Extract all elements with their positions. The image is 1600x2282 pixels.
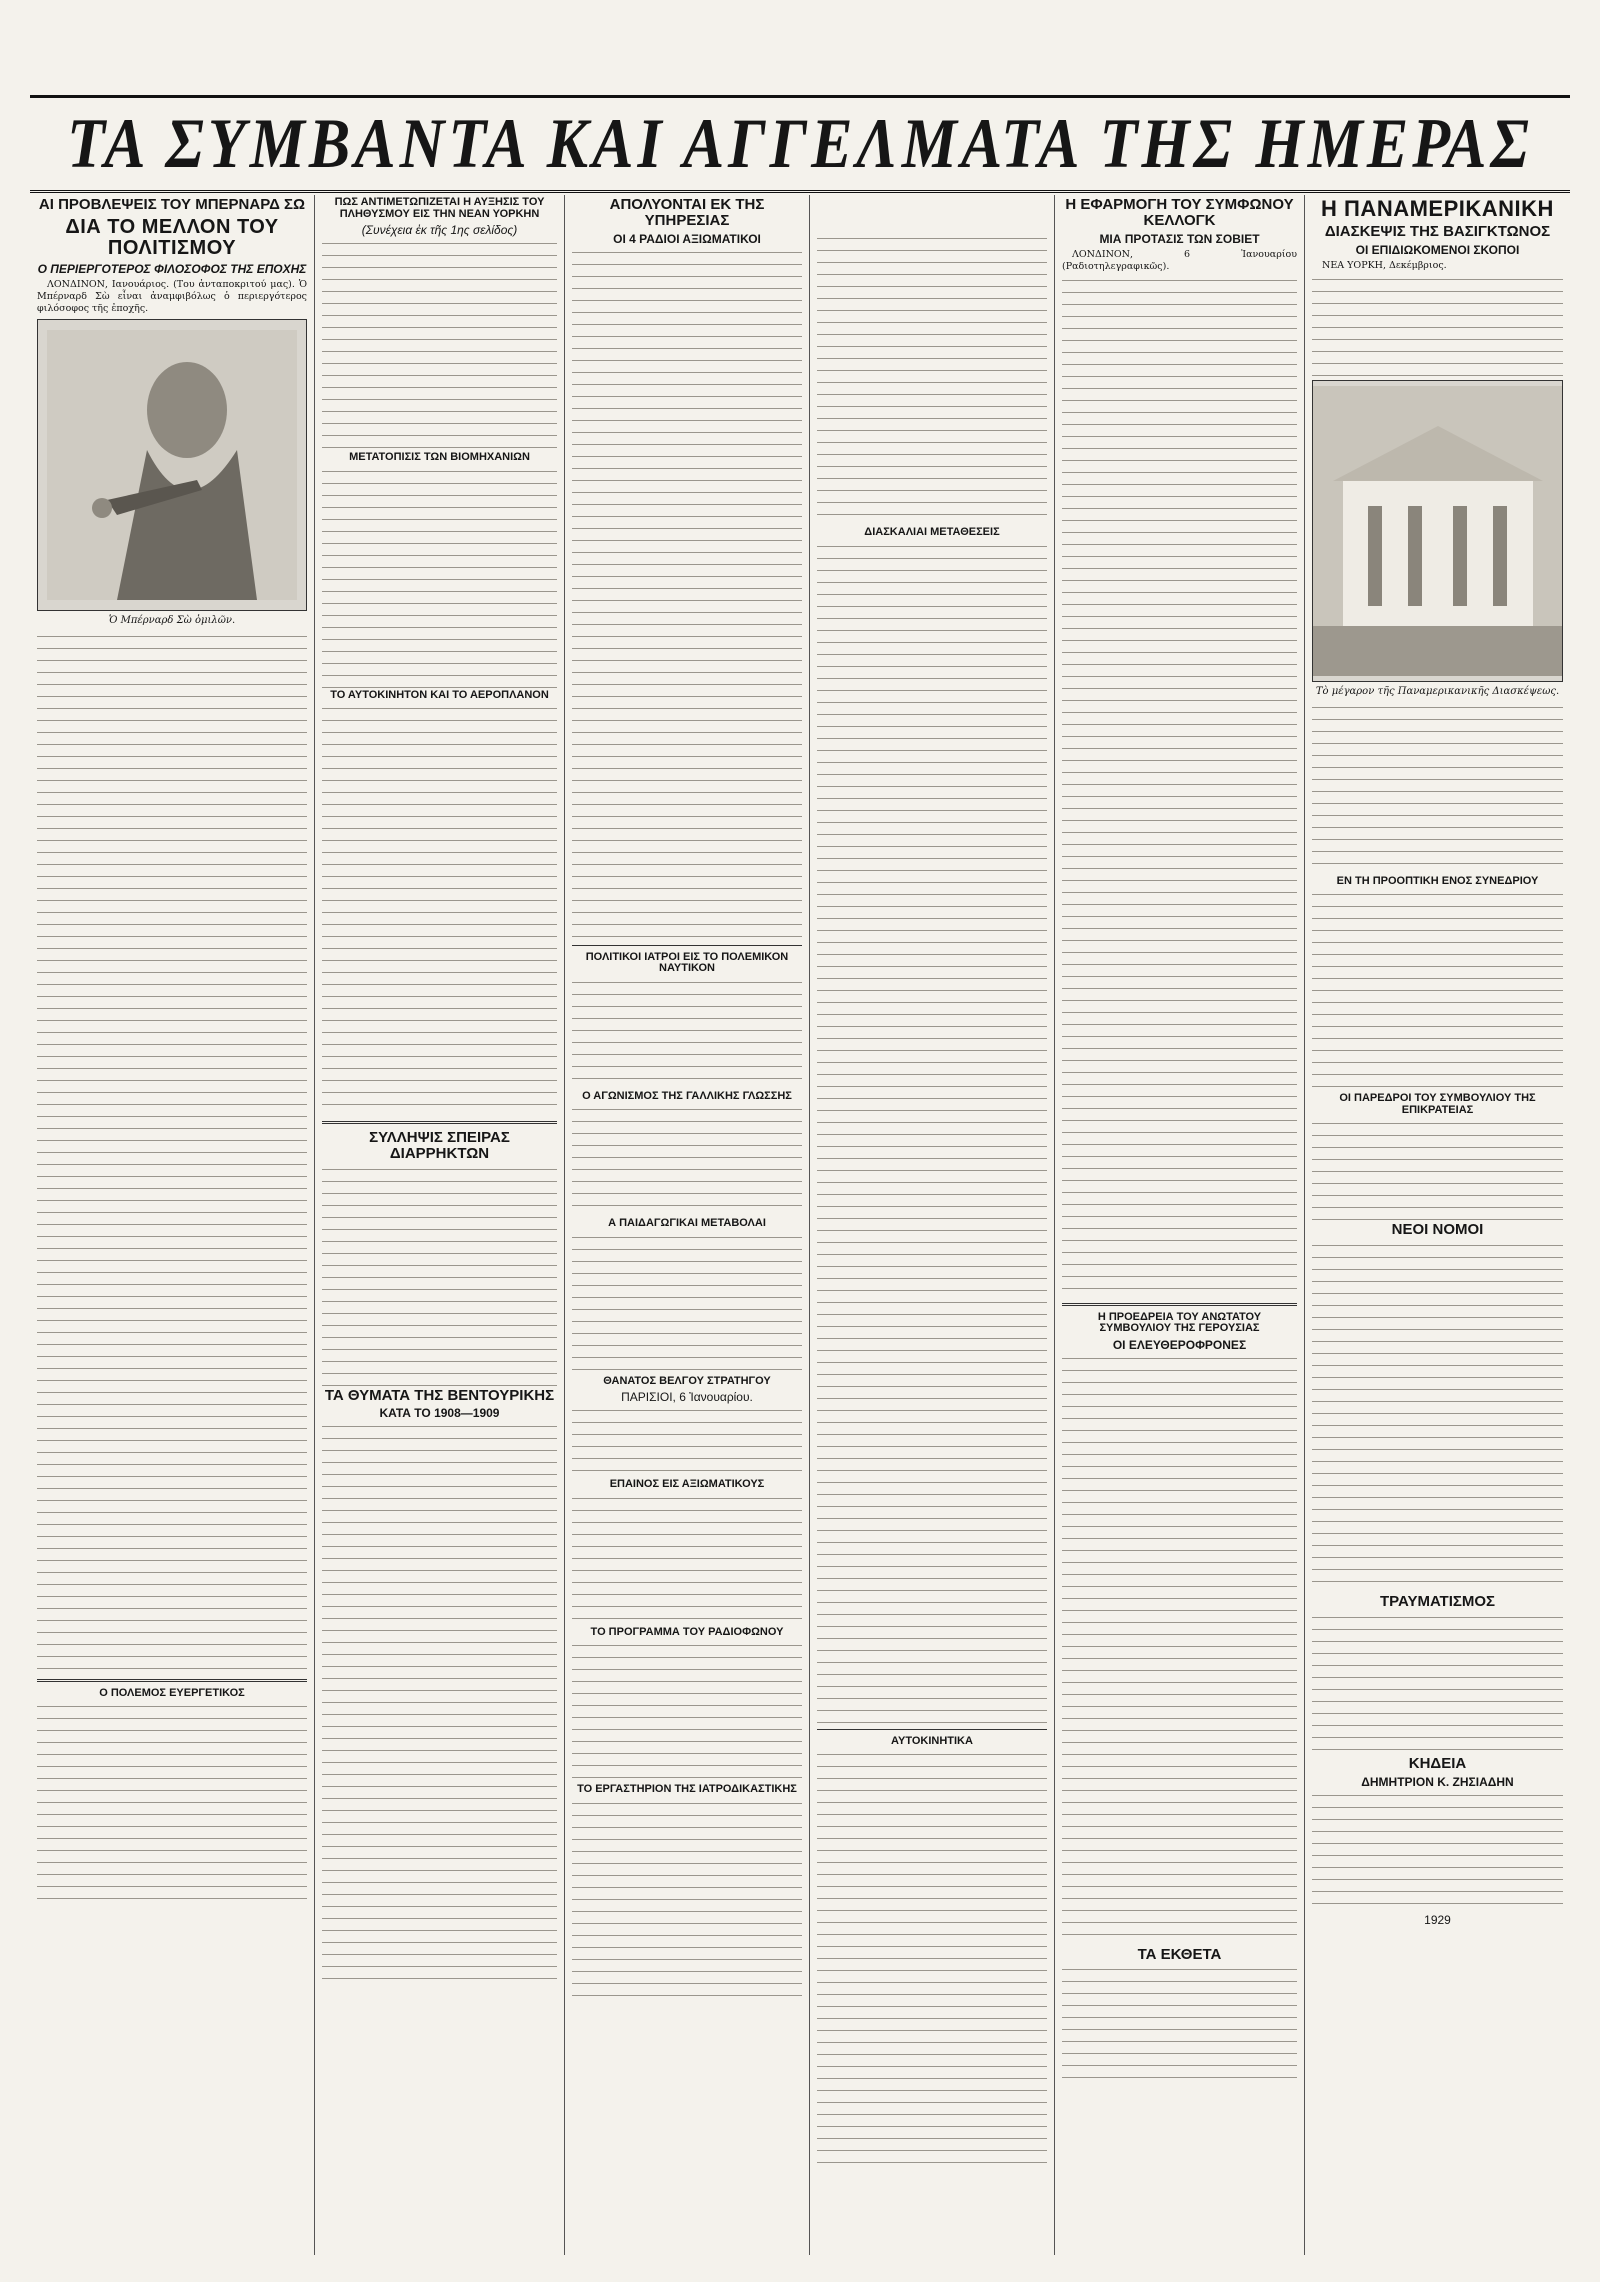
article-headline: Ο ΠΟΛΕΜΟΣ ΕΥΕΡΓΕΤΙΚΟΣ [99, 1686, 245, 1699]
article-body [322, 1423, 557, 1983]
article-headline: ΠΟΛΙΤΙΚΟΙ ΙΑΤΡΟΙ ΕΙΣ ΤΟ ΠΟΛΕΜΙΚΟΝ ΝΑΥΤΙΚΟΝ [585, 950, 789, 975]
article-body [322, 1166, 557, 1386]
article-headline: Η ΕΦΑΡΜΟΓΗ ΤΟΥ ΣΥΜΦΩΝΟΥ ΚΕΛΛΟΓΚ [1065, 196, 1294, 229]
article-headline: ΑΙ ΠΡΟΒΛΕΨΕΙΣ ΤΟΥ ΜΠΕΡΝΑΡΔ ΣΩ [38, 196, 306, 213]
masthead [30, 95, 1570, 193]
column-3 [565, 195, 810, 2255]
article-body [322, 468, 557, 688]
portrait-illustration [37, 319, 307, 611]
article-body [1062, 277, 1297, 1297]
article-headline: Η ΠΡΟΕΔΡΕΙΑ ΤΟΥ ΑΝΩΤΑΤΟΥ ΣΥΜΒΟΥΛΙΟΥ ΤΗΣ ΓΕΡΟΥΣΙΑΣ [1097, 1310, 1262, 1335]
article-body [572, 1407, 802, 1477]
article-headline: ΕΠΑΙΝΟΣ ΕΙΣ ΑΞΙΩΜΑΤΙΚΟΥΣ [609, 1478, 765, 1491]
article-body [322, 240, 557, 450]
article-headline: ΣΥΛΛΗΨΙΣ ΣΠΕΙΡΑΣ ΔΙΑΡΡΗΚΤΩΝ [369, 1129, 510, 1162]
article-subheadline: ΟΙ ΕΠΙΔΙΩΚΟΜΕΝΟΙ ΣΚΟΠΟΙ [1355, 242, 1520, 257]
article-body [37, 633, 307, 1673]
article-body [572, 1642, 802, 1782]
article-body [1062, 1966, 1297, 2086]
column-1 [30, 195, 315, 2255]
column-2 [315, 195, 565, 2255]
article-headline: ΑΥΤΟΚΙΝΗΤΙΚΑ [891, 1734, 973, 1747]
continuation-note: (Συνέχεια ἐκ τῆς 1ης σελίδος) [361, 223, 518, 238]
article-headline: ΝΕΟΙ ΝΟΜΟΙ [1391, 1221, 1484, 1239]
article-headline: ΤΟ ΑΥΤΟΚΙΝΗΤΟΝ ΚΑΙ ΤΟ ΑΕΡΟΠΛΑΝΟΝ [330, 688, 549, 701]
article-body [1312, 704, 1563, 874]
column-6 [1305, 195, 1570, 2255]
figure-caption: Ὁ Μπέρναρδ Σὼ ὁμιλῶν. [108, 614, 236, 626]
article-headline: Ο ΑΓΩΝΙΣΜΟΣ ΤΗΣ ΓΑΛΛΙΚΗΣ ΓΛΩΣΣΗΣ [582, 1089, 792, 1102]
article-body [1062, 1355, 1297, 1945]
article-headline: ΔΙΑ ΤΟ ΜΕΛΛΟΝ ΤΟΥ ΠΟΛΙΤΙΣΜΟΥ [65, 215, 279, 259]
article-subheadline: ΜΙΑ ΠΡΟΤΑΣΙΣ ΤΩΝ ΣΟΒΙΕΤ [1099, 231, 1260, 246]
article-headline: ΕΝ ΤΗ ΠΡΟΟΠΤΙΚΗ ΕΝΟΣ ΣΥΝΕΔΡΙΟΥ [1336, 874, 1539, 887]
article-headline: ΤΟ ΕΡΓΑΣΤΗΡΙΟΝ ΤΗΣ ΙΑΤΡΟΔΙΚΑΣΤΙΚΗΣ [577, 1783, 797, 1796]
article-body [1312, 276, 1563, 376]
article-headline: ΤΡΑΥΜΑΤΙΣΜΟΣ [1379, 1593, 1496, 1611]
article-body [572, 1495, 802, 1625]
article-body [572, 1106, 802, 1216]
figure-caption: Τὸ μέγαρον τῆς Παναμερικανικῆς Διασκέψεως. [1315, 685, 1560, 697]
article-body [572, 979, 802, 1089]
article-body [572, 249, 802, 939]
dateline: ΠΑΡΙΣΙΟΙ, 6 Ἰανουαρίου. [621, 1390, 753, 1405]
article-body [1312, 1242, 1563, 1592]
deceased-name: ΔΗΜΗΤΡΙΟΝ Κ. ΖΗΣΙΑΔΗΝ [1361, 1774, 1514, 1789]
shaw-portrait-icon [47, 330, 297, 600]
article-headline: ΚΗΔΕΙΑ [1408, 1754, 1467, 1772]
newspaper-page [30, 95, 1570, 2255]
article-headline: Η ΠΑΝΑΜΕΡΙΚΑΝΙΚΗ [1321, 196, 1554, 221]
article-lead: ΛΟΝΔΙΝΟΝ, Ιανουάριος. (Του ἀνταποκριτού μας). Ὁ Μπέρναρδ Σὼ εἶναι ἀναμφιβόλως ὁ περιεργότερος φιλόσοφος τῆς ἐποχῆς. [37, 278, 307, 314]
article-headline: ΟΙ ΠΑΡΕΔΡΟΙ ΤΟΥ ΣΥΜΒΟΥΛΙΟΥ ΤΗΣ ΕΠΙΚΡΑΤΕΙΑΣ [1339, 1092, 1536, 1116]
article-headline: ΔΙΑΣΚΑΛΙΑΙ ΜΕΤΑΘΕΣΕΙΣ [864, 526, 1000, 538]
article-headline: ΘΑΝΑΤΟΣ ΒΕΛΓΟΥ ΣΤΡΑΤΗΓΟΥ [603, 1374, 771, 1387]
article-headline: ΜΕΤΑΤΟΠΙΣΙΣ ΤΩΝ ΒΙΟΜΗΧΑΝΙΩΝ [349, 451, 530, 464]
article-body [572, 1234, 802, 1374]
dateline: ΛΟΝΔΙΝΟΝ, 6 Ἰανουαρίου (Ραδιοτηλεγραφικῶς). [1062, 248, 1297, 272]
building-photo [1312, 380, 1563, 682]
building-icon [1313, 386, 1562, 676]
article-body [1312, 1614, 1563, 1754]
masthead-title: ΤΑ ΣΥΜΒΑΝΤΑ ΚΑΙ ΑΓΓΕΛΜΑΤΑ ΤΗΣ ΗΜΕΡΑΣ [67, 104, 1533, 183]
column-5 [1055, 195, 1305, 2255]
article-subheadline: ΟΙ 4 ΡΑΔΙΟΙ ΑΞΙΩΜΑΤΙΚΟΙ [613, 231, 761, 246]
article-headline: ΠΩΣ ΑΝΤΙΜΕΤΩΠΙΖΕΤΑΙ Η ΑΥΞΗΣΙΣ ΤΟΥ ΠΛΗΘΥΣΜΟΥ ΕΙΣ ΤΗΝ ΝΕΑΝ ΥΟΡΚΗΝ [334, 196, 545, 220]
article-body [817, 1751, 1047, 2171]
article-subheadline: Ο ΠΕΡΙΕΡΓΟΤΕΡΟΣ ΦΙΛΟΣΟΦΟΣ ΤΗΣ ΕΠΟΧΗΣ [37, 261, 307, 276]
article-body [1312, 891, 1563, 1091]
article-body [572, 1800, 802, 2000]
article-body [817, 235, 1047, 525]
column-4 [810, 195, 1055, 2255]
article-headline: ΑΠΟΛΥΟΝΤΑΙ ΕΚ ΤΗΣ ΥΠΗΡΕΣΙΑΣ [609, 196, 765, 229]
article-subheadline: ΟΙ ΕΛΕΥΘΕΡΟΦΡΟΝΕΣ [1112, 1337, 1247, 1352]
article-headline: ΤΟ ΠΡΟΓΡΑΜΜΑ ΤΟΥ ΡΑΔΙΟΦΩΝΟΥ [590, 1625, 784, 1638]
article-headline: ΤΑ ΕΚΘΕΤΑ [1137, 1945, 1222, 1963]
dateline: ΝΕΑ ΥΟΡΚΗ, Δεκέμβριος. [1322, 259, 1447, 271]
year-mark: 1929 [1424, 1912, 1451, 1927]
article-headline: ΤΑ ΘΥΜΑΤΑ ΤΗΣ ΒΕΝΤΟΥΡΙΚΗΣ [324, 1386, 555, 1404]
article-headline: Α ΠΑΙΔΑΓΩΓΙΚΑΙ ΜΕΤΑΒΟΛΑΙ [608, 1217, 766, 1230]
article-body [1312, 1120, 1563, 1220]
article-body [322, 705, 557, 1115]
article-body [37, 1703, 307, 1903]
article-body [817, 543, 1047, 1723]
article-body [1312, 1792, 1563, 1912]
article-headline: ΔΙΑΣΚΕΨΙΣ ΤΗΣ ΒΑΣΙΓΚΤΩΝΟΣ [1324, 223, 1551, 241]
article-subheadline: ΚΑΤΑ ΤΟ 1908—1909 [379, 1406, 500, 1421]
